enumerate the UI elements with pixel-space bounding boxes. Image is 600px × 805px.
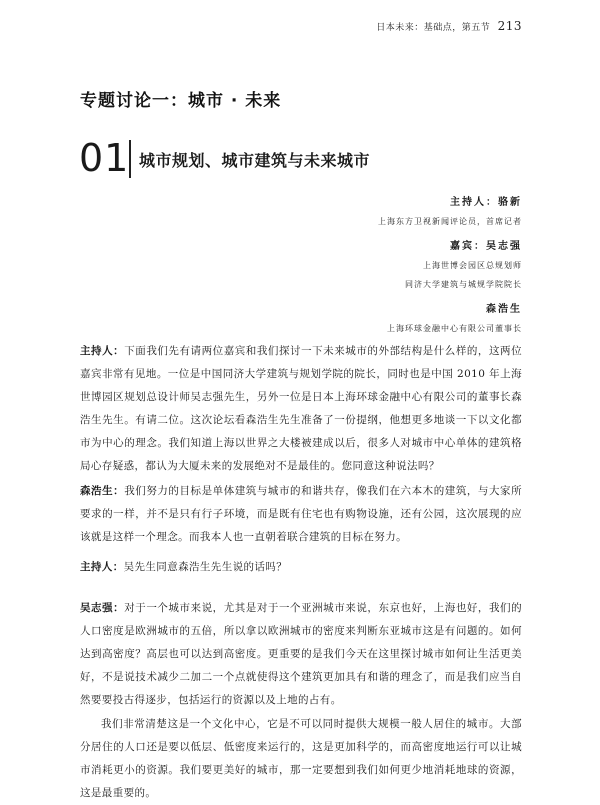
chapter-number: 01	[79, 136, 130, 180]
guest-affiliation-2: 同济大学建筑与城规学院院长	[405, 280, 522, 289]
speaker-label: 主持人：	[80, 345, 125, 357]
page-number: 213	[497, 19, 522, 33]
running-head-text: 日本未来：基础点，第五节	[376, 23, 491, 33]
host-label: 主持人：骆新	[450, 197, 522, 208]
section-title: 专题讨论一：城市 · 未来	[80, 91, 282, 111]
paragraph	[80, 556, 522, 579]
paragraph	[80, 713, 522, 805]
participants-block	[378, 187, 522, 334]
host-affiliation: 上海东方卫视新闻评论员，首席记者	[378, 217, 522, 226]
running-head	[376, 19, 522, 33]
paragraph-text: 我们非常清楚这是一个文化中心，它是不可以同时提供大规模一般人居住的城市。大部分居住的人口还是要以低层、低密度来运行的，这是更加科学的，而高密度地运行可以让城市消耗更小的资源。我们要更美好的城市，那一定要想到我们如何更少地消耗地球的资源，这是最重要的。	[80, 718, 522, 799]
paragraph	[80, 597, 522, 712]
paragraph-text: 吴先生同意森浩生先生说的话吗？	[123, 561, 288, 573]
paragraph-text: 对于一个城市来说，尤其是对于一个亚洲城市来说，东京也好，上海也好，我们的人口密度是欧洲城市的五倍，所以拿以欧洲城市的密度来判断东亚城市这是有问题的。如何达到高密度？高层也可以达到高密度。更重要的是我们今天在这里探讨城市如何让生活更美好，不是说技术减少二加二一个点就使得这个建筑更加具有和谐的理念了，而是我们应当自然要要投古得逐步，包括运行的资源以及上地的占有。	[80, 602, 522, 706]
speaker-label: 森浩生：	[80, 485, 125, 497]
paragraph	[80, 480, 522, 549]
guest-affiliation-1: 上海世博会园区总规划师	[423, 261, 522, 270]
speaker-label: 吴志强：	[80, 602, 125, 614]
chapter-title: 城市规划、城市建筑与未来城市	[139, 151, 371, 170]
guest-label: 嘉宾：吴志强	[450, 241, 522, 252]
paragraph-text: 我们努力的目标是单体建筑与城市的和谐共存，像我们在六本木的建筑，与大家所要求的一样，并不是只有行子环境，而是既有住宅也有购物设施，还有公园，这次展现的应该就是这样一个理念。而我本人也一直朝着联合建筑的目标在努力。	[80, 485, 522, 543]
guest2-affiliation: 上海环球金融中心有限公司董事长	[387, 324, 522, 333]
guest2-label: 森浩生	[486, 304, 522, 315]
speaker-label: 主持人：	[80, 561, 124, 573]
paragraph-text: 下面我们先有请两位嘉宾和我们探讨一下未来城市的外部结构是什么样的，这两位嘉宾非常有见地。一位是中国同济大学建筑与规划学院的院长，同时也是中国 2010 年上海世博园区规划总设计师吴志强先生，另外一位是日本上海环球金融中心有限公司的董事长森浩生先生。有请二位。这次论坛看森浩生先生准备了一份提纲，他想更多地谈一下以文化都市为中心的理念。我们知道上海以世界之大楼被建成以后，很多人对城市中心单体的建筑格局心存疑惑，都认为大厦未来的发展绝对不是最佳的。您同意这种说法吗？	[80, 345, 522, 472]
paragraph	[80, 340, 522, 478]
chapter-divider	[129, 140, 131, 178]
